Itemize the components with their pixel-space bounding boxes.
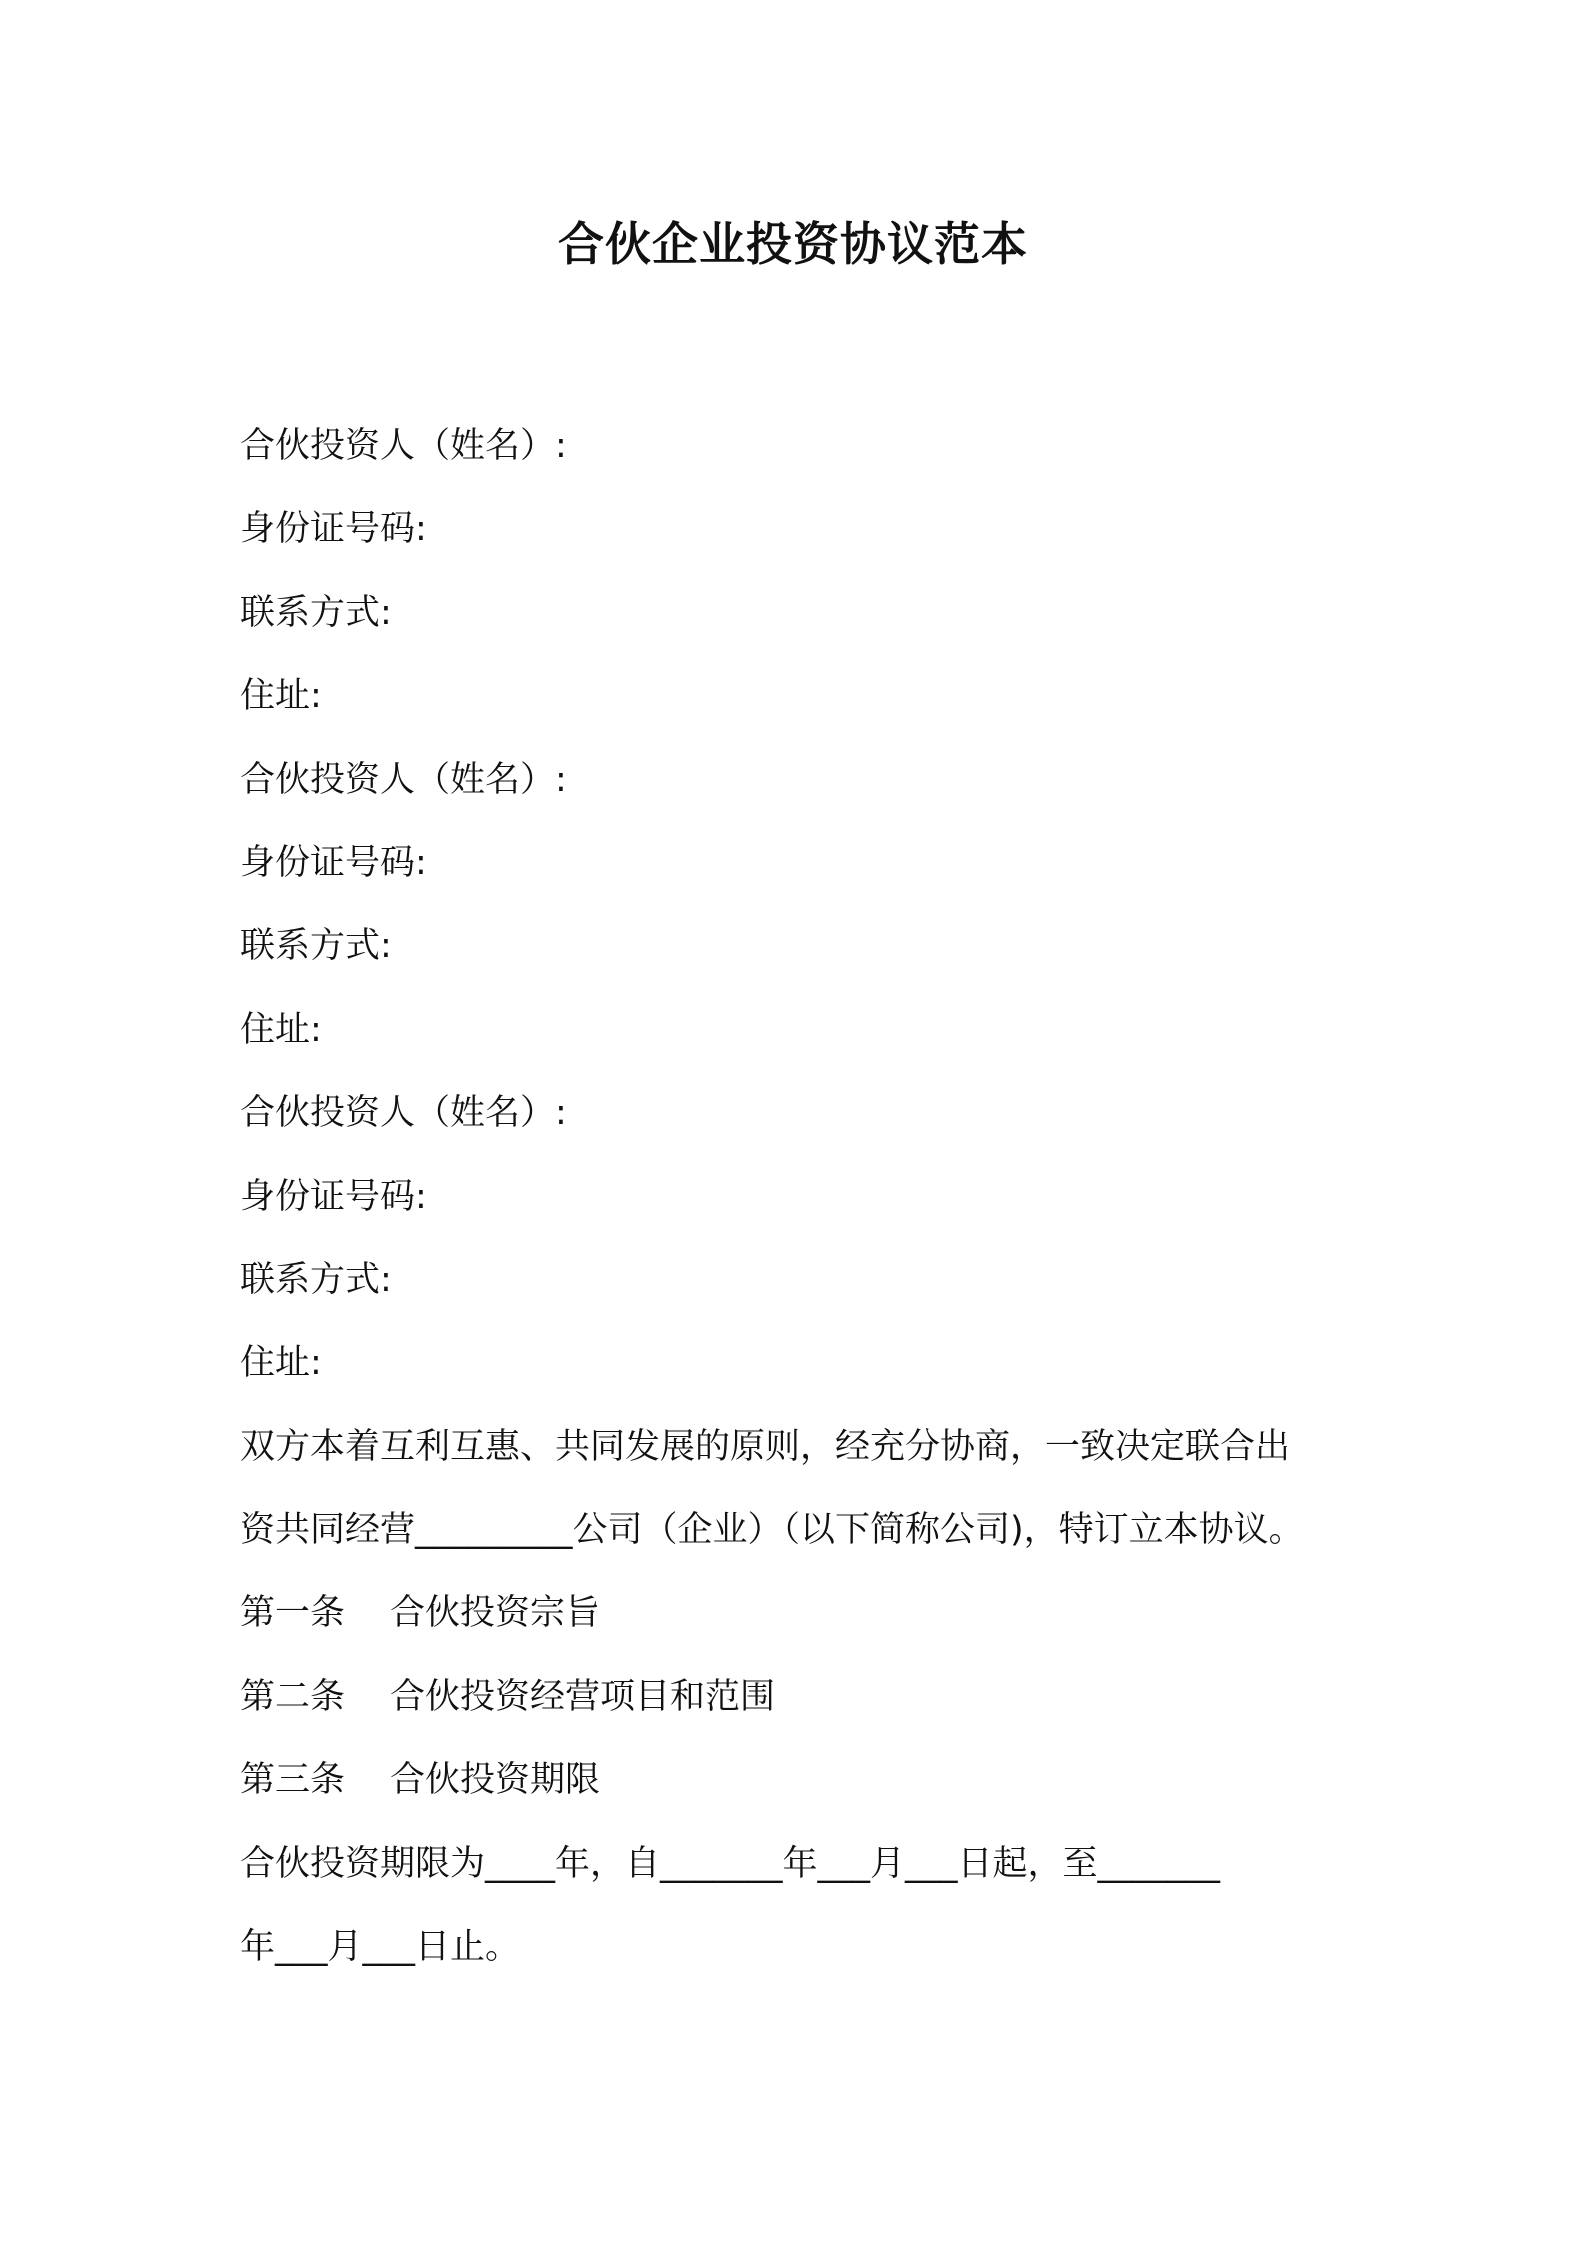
party-2-name-label: 合伙投资人（姓名）: xyxy=(240,759,567,800)
article-1 xyxy=(240,1572,1380,1655)
party-2-address-label: 住址: xyxy=(240,1009,322,1050)
party-1-id-label: 身份证号码: xyxy=(240,509,427,550)
article-1-number: 第一条 xyxy=(240,1593,346,1634)
party-3-contact-label: 联系方式: xyxy=(240,1259,392,1300)
article-3 xyxy=(240,1739,1380,1822)
article-1-title: 合伙投资宗旨 xyxy=(390,1593,601,1634)
article-2-number: 第二条 xyxy=(240,1676,346,1717)
party-3-address-label: 住址: xyxy=(240,1343,322,1384)
document-body xyxy=(240,405,1380,1989)
party-2-contact-label: 联系方式: xyxy=(240,926,392,967)
article-3-number: 第三条 xyxy=(240,1760,346,1801)
party-1-contact-label: 联系方式: xyxy=(240,592,392,633)
party-3-name-label: 合伙投资人（姓名）: xyxy=(240,1093,567,1134)
term-line-1: 合伙投资期限为____年，自_______年___月___日起，至_______ xyxy=(240,1843,1221,1884)
term-line-2: 年___月___日止。 xyxy=(240,1927,521,1968)
article-2-title: 合伙投资经营项目和范围 xyxy=(390,1676,776,1717)
document-title: 合伙企业投资协议范本 xyxy=(558,217,1028,271)
party-1-name-label: 合伙投资人（姓名）: xyxy=(240,426,567,466)
preamble-line-2: 资共同经营_________公司（企业）（以下简称公司)，特订立本协议。 xyxy=(240,1510,1304,1551)
article-2 xyxy=(240,1656,1380,1739)
party-1-address-label: 住址: xyxy=(240,676,322,717)
party-2-id-label: 身份证号码: xyxy=(240,842,427,883)
article-3-title: 合伙投资期限 xyxy=(390,1760,601,1801)
preamble-line-1: 双方本着互利互惠、共同发展的原则，经充分协商，一致决定联合出 xyxy=(240,1426,1291,1467)
party-3-id-label: 身份证号码: xyxy=(240,1176,427,1217)
